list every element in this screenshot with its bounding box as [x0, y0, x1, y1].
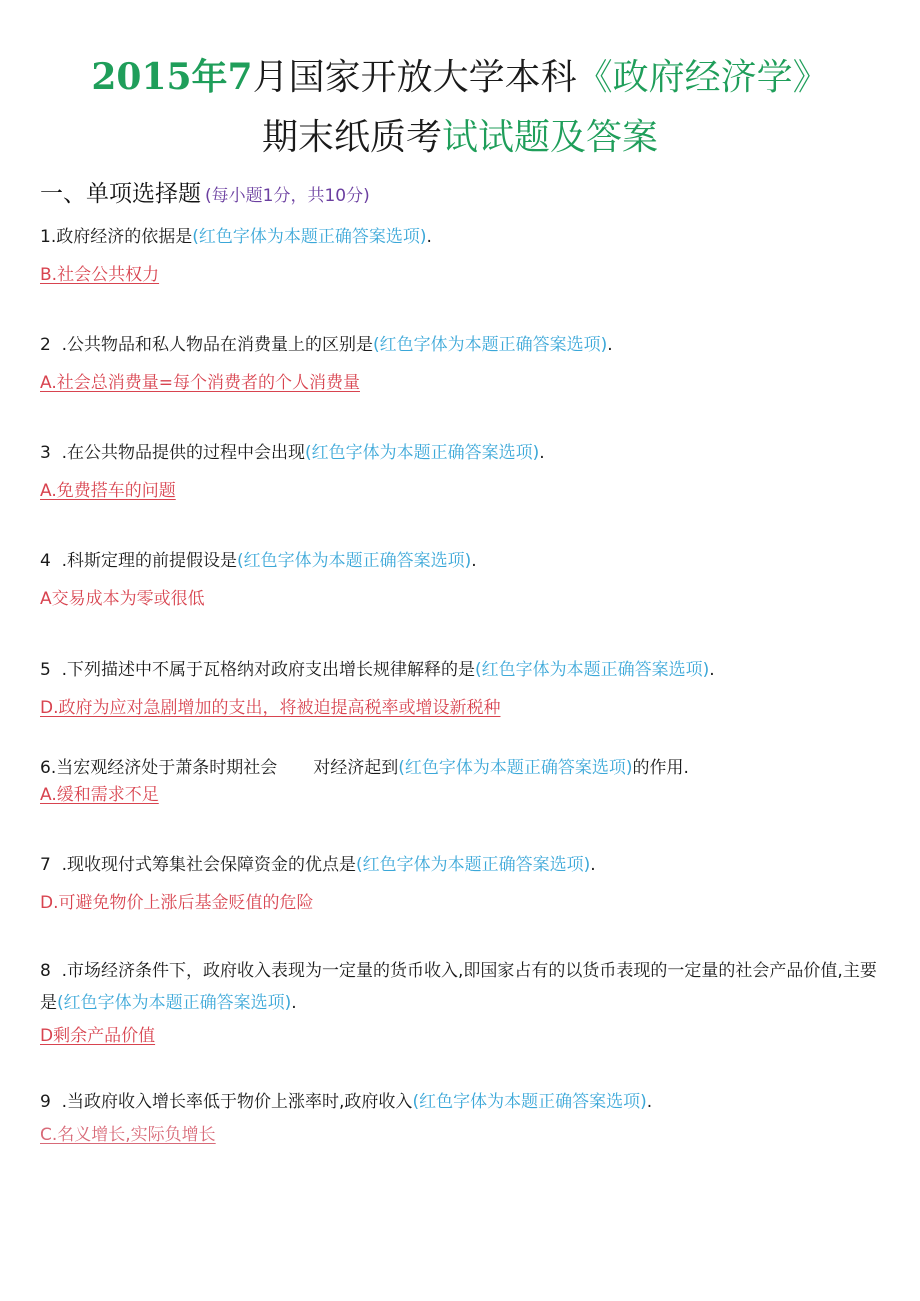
answer-hint: (红色字体为本题正确答案选项)	[305, 443, 540, 463]
question-text-end: .	[607, 335, 613, 355]
question-text-end: .	[646, 1092, 653, 1112]
section-heading	[40, 178, 370, 212]
question-7	[40, 849, 890, 881]
answer-6: A.缓和需求不足	[40, 785, 159, 805]
answer-hint: (红色字体为本题正确答案选项)	[192, 227, 427, 247]
title-exam-type: 期末纸质考	[261, 117, 442, 158]
answer-hint: (红色字体为本题正确答案选项)	[356, 855, 591, 875]
section-score-note: (每小题1分，共10分)	[205, 186, 370, 206]
title-university: 月国家开放大学本科	[252, 57, 577, 98]
answer-hint: (红色字体为本题正确答案选项)	[373, 335, 608, 355]
title-course: 《政府经济学》	[576, 57, 829, 98]
question-text-end: .	[471, 551, 477, 571]
answer-9: C.名义增长,实际负增长	[40, 1125, 216, 1145]
question-text: 6.当宏观经济处于萧条时期社会	[40, 758, 278, 778]
question-text: 1.政府经济的依据是	[40, 227, 193, 247]
question-text: 2 .公共物品和私人物品在消费量上的区别是	[40, 335, 374, 355]
question-2	[40, 329, 890, 361]
question-text: 5 .下列描述中不属于瓦格纳对政府支出增长规律解释的是	[40, 660, 476, 680]
question-text-end: .	[426, 227, 432, 247]
answer-5: D.政府为应对急剧增加的支出，将被迫提高税率或增设新税种	[40, 698, 501, 718]
answer-hint: (红色字体为本题正确答案选项)	[475, 660, 710, 680]
question-8	[40, 955, 890, 1019]
answer-1: B.社会公共权力	[40, 265, 160, 285]
section-heading-text: 一、单项选择题	[40, 181, 201, 207]
answer-hint: (红色字体为本题正确答案选项)	[237, 551, 472, 571]
question-text: 7 .现收现付式筹集社会保障资金的优点是	[40, 855, 357, 875]
question-6	[40, 752, 890, 784]
question-text-end: .	[709, 660, 715, 680]
answer-hint: (红色字体为本题正确答案选项)	[412, 1092, 647, 1112]
exam-title-line-2	[0, 116, 920, 160]
question-3	[40, 437, 890, 469]
question-text: 4 .科斯定理的前提假设是	[40, 551, 238, 571]
question-text-end: .	[590, 855, 596, 875]
question-text-end: 的作用.	[632, 758, 689, 778]
question-text-middle: 对经济起到	[313, 758, 399, 778]
question-4	[40, 545, 890, 577]
question-9	[40, 1086, 890, 1118]
question-text-end: .	[291, 993, 297, 1013]
question-text: 9 .当政府收入增长率低于物价上涨率时,政府收入	[40, 1092, 413, 1112]
title-year-month: 2015年7	[91, 56, 253, 98]
answer-3: A.免费搭车的问题	[40, 481, 176, 501]
answer-7: D.可避免物价上涨后基金贬值的危险	[40, 893, 314, 913]
exam-title-line-1	[0, 55, 920, 100]
question-1	[40, 221, 890, 253]
title-paper-answers: 试试题及答案	[442, 117, 659, 158]
answer-hint: (红色字体为本题正确答案选项)	[398, 758, 633, 778]
question-text: 3 .在公共物品提供的过程中会出现	[40, 443, 306, 463]
answer-4: A交易成本为零或很低	[40, 589, 205, 609]
question-5	[40, 654, 890, 686]
question-text-end: .	[539, 443, 545, 463]
answer-8: D剩余产品价值	[40, 1026, 156, 1046]
question-text: 8 .市场经济条件下，政府收入表现为一定量的货币收入,即国家占有的以货币表现的一定量的社会产品价值,主要是	[40, 961, 877, 1013]
answer-2: A.社会总消费量=每个消费者的个人消费量	[40, 373, 360, 393]
answer-hint: (红色字体为本题正确答案选项)	[57, 993, 292, 1013]
